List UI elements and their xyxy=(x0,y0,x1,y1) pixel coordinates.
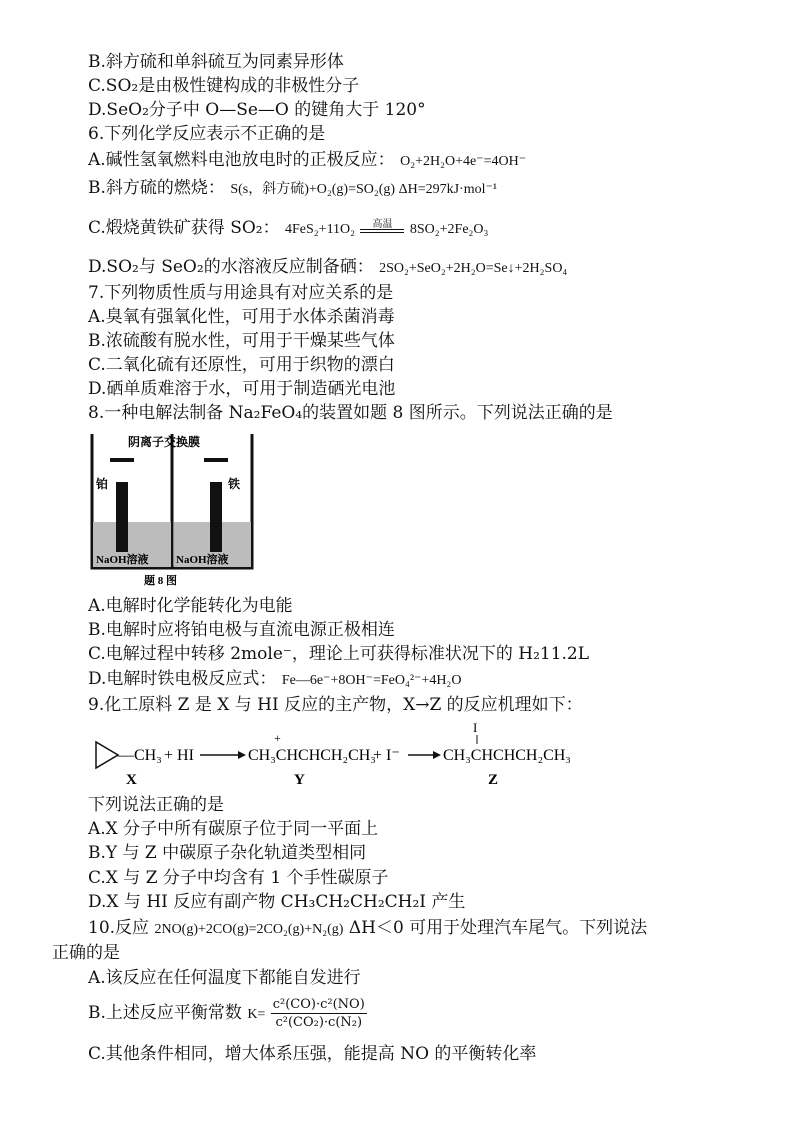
q6-option-a-text: A.碱性氢氧燃料电池放电时的正极反应： xyxy=(88,150,395,170)
q10-stem-continued: 正确的是 xyxy=(52,943,120,963)
electrolysis-figure xyxy=(88,426,258,588)
q6-option-b-text: B.斜方硫的燃烧： xyxy=(88,178,225,198)
q6-option-c xyxy=(88,216,754,242)
q8-option-c: C.电解过程中转移 2mole⁻，理论上可获得标准状况下的 H₂11.2L xyxy=(88,644,590,664)
q7-option-b: B.浓硫酸有脱水性，可用于干燥某些气体 xyxy=(88,331,395,351)
q9-sub-question: 下列说法正确的是 xyxy=(88,795,224,815)
q8-option-b: B.电解时应将铂电极与直流电源正极相连 xyxy=(88,620,395,640)
fraction-denominator: c²(CO₂)·c(N₂) xyxy=(275,1015,363,1030)
q9-stem: 9.化工原料 Z 是 X 与 HI 反应的主产物，X→Z 的反应机理如下： xyxy=(88,695,583,715)
q8-option-d-text: D.电解时铁电极反应式： xyxy=(88,669,277,689)
q10-stem-suffix: ΔH＜0 可用于处理汽车尾气。下列说法 xyxy=(348,918,648,938)
q9-option-d: D.X 与 HI 反应有副产物 CH₃CH₂CH₂CH₂I 产生 xyxy=(88,892,466,912)
q6-stem: 6.下列化学反应表示不正确的是 xyxy=(88,124,326,144)
membrane-label: 阴离子交换膜 xyxy=(128,435,201,449)
q5-option-b: B.斜方硫和单斜硫互为同素异形体 xyxy=(88,52,344,72)
equilibrium-fraction xyxy=(271,996,367,1031)
q9-option-c: C.X 与 Z 分子中均含有 1 个手性碳原子 xyxy=(88,868,389,888)
platinum-label: 铂 xyxy=(96,477,109,491)
q7-option-d: D.硒单质难溶于水，可用于制造硒光电池 xyxy=(88,379,396,399)
q8-stem: 8.一种电解法制备 Na₂FeO₄的装置如题 8 图所示。下列说法正确的是 xyxy=(88,403,613,423)
q6-option-d-equation: 2SO₂+SeO₂+2H₂O=Se↓+2H₂SO₄ xyxy=(379,261,568,276)
reaction-condition-arrow xyxy=(360,218,404,233)
q5-option-c: C.SO₂是由极性键构成的非极性分子 xyxy=(88,76,360,96)
iron-label: 铁 xyxy=(228,477,241,491)
q6-option-a xyxy=(88,148,754,174)
q9-option-b: B.Y 与 Z 中碳原子杂化轨道类型相同 xyxy=(88,843,367,863)
label-x: X xyxy=(126,772,137,788)
left-solution-label: NaOH溶液 xyxy=(96,554,149,566)
q10-equation: 2NO(g)+2CO(g)=2CO₂(g)+N₂(g) xyxy=(154,922,344,937)
q6-option-b xyxy=(88,176,754,202)
equilibrium-constant-symbol: K= xyxy=(247,1007,266,1022)
figure-caption: 题 8 图 xyxy=(144,575,177,587)
label-z: Z xyxy=(488,772,499,788)
label-y: Y xyxy=(294,772,305,788)
q10-option-c: C.其他条件相同，增大体系压强，能提高 NO 的平衡转化率 xyxy=(88,1044,537,1064)
right-lid xyxy=(204,458,228,462)
q7-stem: 7.下列物质性质与用途具有对应关系的是 xyxy=(88,283,394,303)
q10-option-a: A.该反应在任何温度下都能自发进行 xyxy=(88,968,361,988)
left-lid xyxy=(110,458,134,462)
cyclopropyl-ring xyxy=(96,742,118,768)
q6-option-a-equation: O₂+2H₂O+4e⁻=4OH⁻ xyxy=(400,154,527,169)
q6-option-c-text: C.煅烧黄铁矿获得 SO₂： xyxy=(88,218,280,238)
q5-option-d: D.SeO₂分子中 O—Se—O 的键角大于 120° xyxy=(88,100,426,120)
iodo-substituent: I xyxy=(473,720,478,735)
fraction-numerator: c²(CO)·c²(NO) xyxy=(272,997,365,1012)
q8-option-d-equation: Fe—6e⁻+8OH⁻=FeO₄²⁻+4H₂O xyxy=(281,673,462,688)
q7-option-a: A.臭氧有强氧化性，可用于水体杀菌消毒 xyxy=(88,307,395,327)
q10-option-b xyxy=(88,996,754,1031)
intermediate-y: CH₃CHCHCH₂CH₃ xyxy=(248,747,376,764)
right-solution-label: NaOH溶液 xyxy=(176,554,229,566)
q8-option-d xyxy=(88,667,754,693)
x-substituent: —CH₃ xyxy=(118,747,162,764)
q7-option-c: C.二氧化硫有还原性，可用于织物的漂白 xyxy=(88,355,395,375)
plus-hi: + HI xyxy=(164,747,194,764)
q6-option-d xyxy=(88,255,754,281)
q6-option-c-left: 4FeS₂+11O₂ xyxy=(285,222,356,237)
reaction-scheme xyxy=(88,718,588,790)
q10-stem-prefix: 10.反应 xyxy=(88,918,150,938)
q10-stem xyxy=(88,916,754,942)
plus-iodide: + I⁻ xyxy=(373,747,400,764)
q6-option-d-text: D.SO₂与 SeO₂的水溶液反应制备硒： xyxy=(88,257,374,277)
q10-option-b-text: B.上述反应平衡常数 xyxy=(88,1003,242,1023)
reaction-condition: 高温 xyxy=(372,218,393,230)
carbocation-plus: + xyxy=(274,731,281,745)
q9-option-a: A.X 分子中所有碳原子位于同一平面上 xyxy=(88,819,379,839)
q6-option-b-equation: S(s，斜方硫)+O₂(g)=SO₂(g) ΔH=297kJ·mol⁻¹ xyxy=(230,182,498,197)
q8-option-a: A.电解时化学能转化为电能 xyxy=(88,596,293,616)
q6-option-c-right: 8SO₂+2Fe₂O₃ xyxy=(409,222,489,237)
product-z: CH₃CHCHCH₂CH₃ xyxy=(443,747,571,764)
